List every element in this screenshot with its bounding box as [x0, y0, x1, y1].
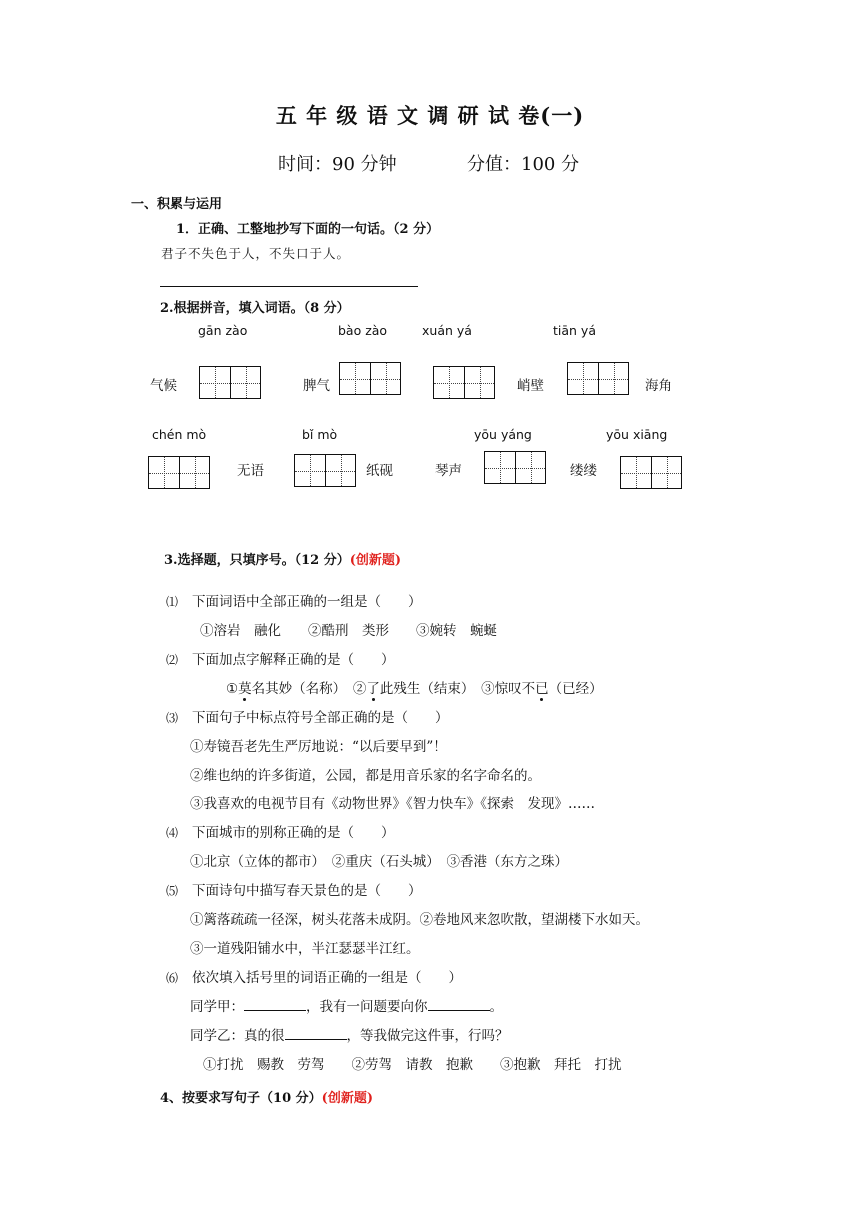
word-clue: 缕缕: [570, 463, 597, 479]
option-line: ③我喜欢的电视节目有《动物世界》《智力快车》《探索 发现》……: [190, 796, 595, 812]
word-clue: 峭壁: [517, 378, 544, 394]
dialog-text: 同学甲：: [190, 999, 244, 1015]
choice-question: [166, 966, 462, 986]
exam-score: 分值：100 分: [467, 154, 580, 175]
dialog-text: ，等我做完这件事，行吗？: [346, 1028, 509, 1044]
question-stem: 下面诗句中描写春天景色的是（ ）: [192, 883, 422, 899]
page-title: 五 年 级 语 文 调 研 试 卷(一): [275, 103, 585, 128]
answer-line[interactable]: [160, 286, 418, 287]
exam-time: 时间：90 分钟: [278, 154, 397, 175]
section-heading: 一、积累与运用: [131, 197, 223, 212]
copy-sentence: 君子不失色于人，不失口于人。: [161, 246, 351, 261]
question-1-heading: 1．正确、工整地抄写下面的一句话。（2 分）: [176, 222, 440, 237]
choice-options: [226, 677, 603, 697]
choice-question: [166, 821, 395, 841]
pinyin-label: xuán yá: [422, 323, 472, 338]
word-clue: 海角: [645, 378, 672, 394]
choice-question: [166, 590, 422, 610]
question-stem: 下面加点字解释正确的是（ ）: [192, 652, 395, 668]
option-text: ②: [339, 681, 367, 697]
choice-options: ①打扰 赐教 劳驾 ②劳驾 请教 抱歉 ③抱歉 拜托 打扰: [203, 1057, 622, 1073]
choice-question: [166, 706, 449, 726]
question-stem: 下面句子中标点符号全部正确的是（ ）: [192, 710, 449, 726]
choice-options: ①溶岩 融化 ②酷刑 类形 ③婉转 蜿蜒: [200, 623, 497, 639]
dialog-text: 同学乙：真的很: [190, 1028, 285, 1044]
word-clue: 脾气: [303, 378, 330, 394]
character-grid[interactable]: [339, 362, 401, 395]
fill-blank[interactable]: [244, 996, 306, 1011]
question-stem: 依次填入括号里的词语正确的一组是（ ）: [192, 970, 462, 986]
pinyin-label: bǐ mò: [302, 427, 338, 442]
pinyin-label: yōu xiāng: [606, 427, 668, 442]
question-2-heading: 2.根据拼音，填入词语。（8 分）: [160, 301, 350, 316]
option-text: ③惊叹不: [467, 681, 536, 697]
question-number: ⑹: [166, 971, 179, 985]
dotted-char: 莫: [238, 677, 252, 697]
dialog-text: ，我有一问题要向你: [306, 999, 428, 1015]
character-grid[interactable]: [433, 366, 495, 399]
choice-question: [166, 879, 422, 899]
option-line: ③一道残阳铺水中，半江瑟瑟半江红。: [190, 941, 420, 957]
question-3-title: 3.选择题，只填序号。（12 分）: [164, 553, 350, 568]
word-clue: 纸砚: [366, 463, 393, 479]
question-number: ⑵: [166, 653, 179, 667]
fill-blank[interactable]: [285, 1025, 347, 1040]
innovation-tag: (创新题): [321, 1091, 373, 1106]
question-number: ⑸: [166, 884, 179, 898]
question-4-title: 4、按要求写句子（10 分）: [160, 1091, 322, 1106]
question-3-heading: [164, 549, 401, 568]
dotted-char: 已: [535, 677, 549, 697]
pinyin-label: tiān yá: [553, 323, 596, 338]
question-stem: 下面城市的别称正确的是（ ）: [192, 825, 395, 841]
fill-blank[interactable]: [428, 996, 490, 1011]
innovation-tag: (创新题): [349, 553, 402, 568]
character-grid[interactable]: [148, 456, 210, 489]
option-text: 名其妙（名称）: [251, 681, 340, 697]
dotted-char: 了: [366, 677, 380, 697]
question-number: ⑴: [166, 595, 179, 609]
dialog-line: [190, 1024, 509, 1044]
character-grid[interactable]: [199, 366, 261, 399]
word-clue: 气候: [150, 378, 177, 394]
option-line: ①寿镜吾老先生严厉地说：“以后要早到”！: [190, 739, 447, 755]
word-clue: 无语: [237, 463, 264, 479]
character-grid[interactable]: [620, 456, 682, 489]
pinyin-label: bào zào: [338, 323, 388, 338]
dialog-text: 。: [489, 999, 503, 1015]
choice-options: ①北京（立体的都市） ②重庆（石头城） ③香港（东方之珠）: [190, 854, 568, 870]
word-clue: 琴声: [435, 463, 462, 479]
choice-question: [166, 648, 395, 668]
option-line: ②维也纳的许多街道，公园，都是用音乐家的名字命名的。: [190, 768, 541, 784]
pinyin-label: gān zào: [198, 323, 248, 338]
question-4-heading: [160, 1087, 373, 1106]
option-text: （已经）: [548, 681, 603, 697]
option-text: 此残生（结束）: [379, 681, 468, 697]
character-grid[interactable]: [484, 451, 546, 484]
question-number: ⑷: [166, 826, 179, 840]
character-grid[interactable]: [294, 454, 356, 487]
question-number: ⑶: [166, 711, 179, 725]
pinyin-label: yōu yáng: [474, 427, 532, 442]
dialog-line: [190, 995, 503, 1015]
pinyin-label: chén mò: [152, 427, 207, 442]
option-line: ①篱落疏疏一径深，树头花落未成阴。②卷地风来忽吹散，望湖楼下水如天。: [190, 912, 649, 928]
option-text: ①: [226, 681, 239, 697]
character-grid[interactable]: [567, 362, 629, 395]
question-stem: 下面词语中全部正确的一组是（ ）: [192, 594, 422, 610]
